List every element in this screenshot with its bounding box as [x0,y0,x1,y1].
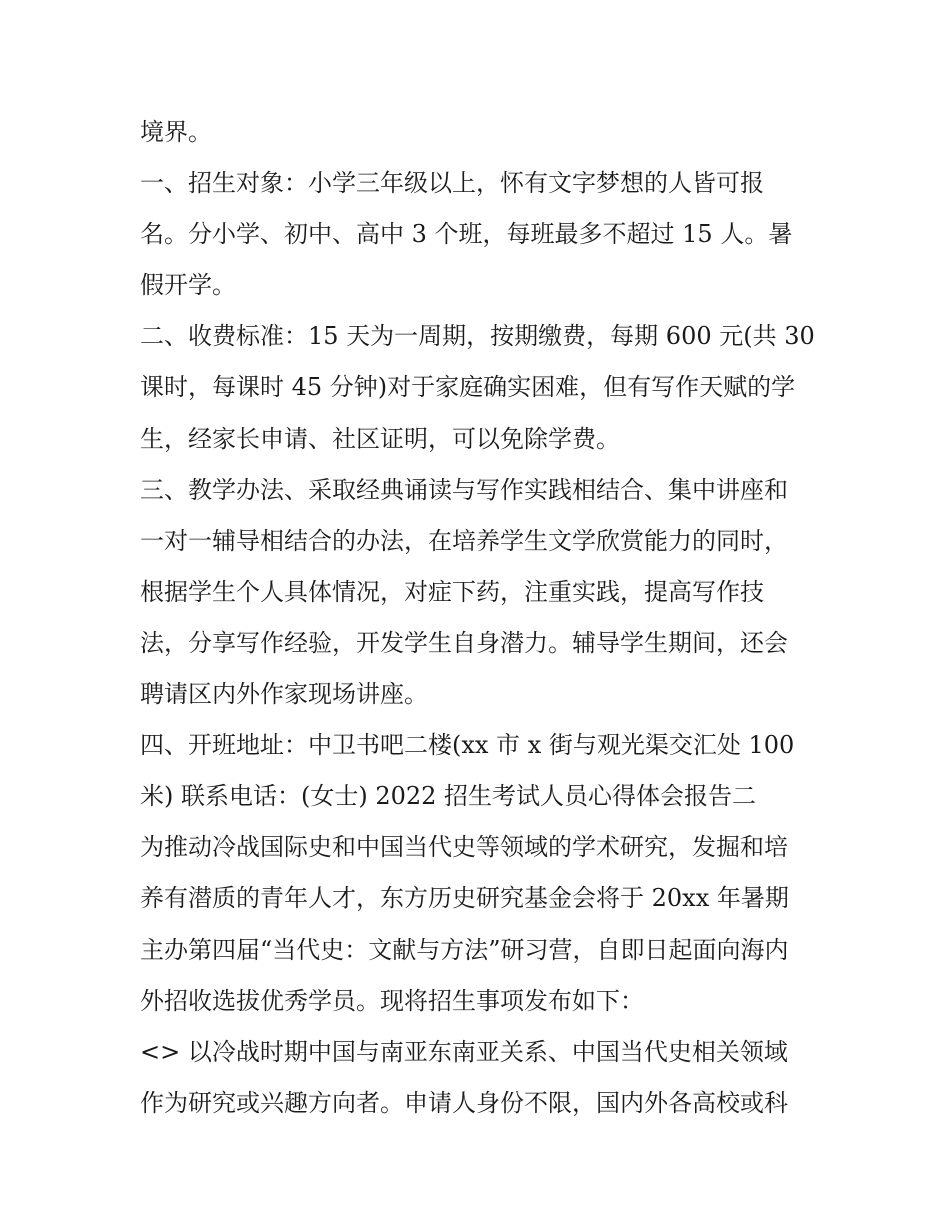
text-line: 主办第四届“当代史：文献与方法”研习营，自即日起面向海内 [140,935,789,964]
text-line: 境界。 [140,118,212,146]
text-line: 课时，每课时 45 分钟)对于家庭确实困难，但有写作天赋的学 [140,373,796,402]
text-line: 根据学生个人具体情况，对症下药，注重实践，提高写作技 [140,577,764,606]
text-line: 养有潜质的青年人才，东方历史研究基金会将于 20xx 年暑期 [140,884,789,913]
text-line: 名。分小学、初中、高中 3 个班，每班最多不超过 15 人。暑 [140,220,793,249]
text-line: 一、招生对象：小学三年级以上，怀有文字梦想的人皆可报 [140,169,764,198]
text-line: 四、开班地址：中卫书吧二楼(xx 市 x 街与观光渠交汇处 100 [140,731,795,760]
document-body [140,107,830,1129]
text-line: 为推动冷战国际史和中国当代史等领域的学术研究，发掘和培 [140,833,788,862]
text-line: 作为研究或兴趣方向者。申请人身份不限，国内外各高校或科 [140,1088,788,1117]
text-line: 米) 联系电话：(女士) 2022 招生考试人员心得体会报告二 [140,782,757,811]
text-line: 外招收选拔优秀学员。现将招生事项发布如下： [140,986,644,1015]
text-line: 一对一辅导相结合的办法，在培养学生文学欣赏能力的同时， [140,526,788,555]
text-line: 假开学。 [140,271,236,300]
text-line: 二、收费标准：15 天为一周期，按期缴费，每期 600 元(共 30 [140,322,815,351]
text-line: 聘请区内外作家现场讲座。 [140,680,428,709]
text-line: <> 以冷战时期中国与南亚东南亚关系、中国当代史相关领域 [140,1037,788,1066]
text-line: 三、教学办法、采取经典诵读与写作实践相结合、集中讲座和 [140,475,788,504]
text-line: 生，经家长申请、社区证明，可以免除学费。 [140,424,620,453]
text-line: 法，分享写作经验，开发学生自身潜力。辅导学生期间，还会 [140,628,788,657]
